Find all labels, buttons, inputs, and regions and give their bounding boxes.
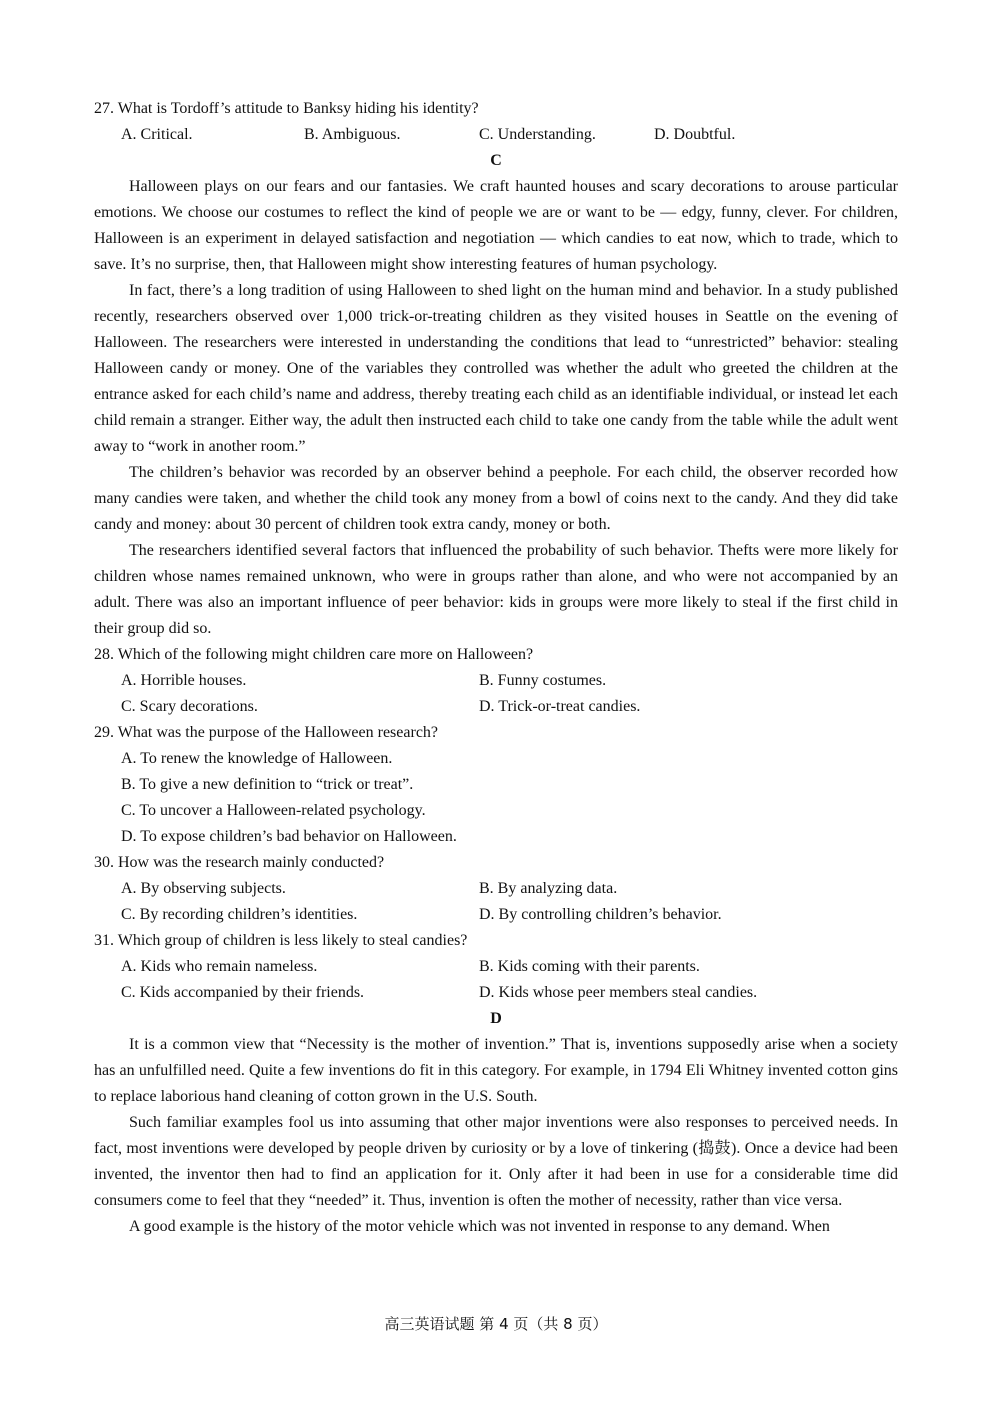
option-28-b: B. Funny costumes.	[479, 672, 607, 689]
options-30-row-2	[94, 902, 898, 928]
option-28-d: D. Trick-or-treat candies.	[479, 698, 641, 715]
option-31-d: D. Kids whose peer members steal candies.	[479, 984, 758, 1001]
option-27-a: A. Critical.	[121, 126, 193, 143]
options-31-row-1	[94, 954, 898, 980]
options-30-row-1	[94, 876, 898, 902]
option-31-b: B. Kids coming with their parents.	[479, 958, 700, 975]
option-30-c: C. By recording children’s identities.	[121, 906, 358, 923]
option-31-c: C. Kids accompanied by their friends.	[121, 984, 365, 1001]
passage-c-paragraph-2: In fact, there’s a long tradition of using Halloween to shed light on the human mind and behavior. In a study published recently, researchers observed over 1,000 trick-or-treating children as they visited houses in Seattle on the evening of Halloween. The researchers were interested in understanding the conditions that lead to “unrestricted” behavior: stealing Halloween candy or money. One of the variables they controlled was whether the adult who greeted the children at the entrance asked for each child’s name and address, thereby treating each child as an identifiable individual, or instead let each child remain a stranger. Either way, the adult then instructed each child to take one candy from the table while the adult went away to “work in another room.”	[94, 282, 898, 455]
option-29-a: A. To renew the knowledge of Halloween.	[121, 750, 393, 767]
option-28-a: A. Horrible houses.	[121, 672, 247, 689]
option-30-d: D. By controlling children’s behavior.	[479, 906, 722, 923]
option-27-c: C. Understanding.	[479, 126, 596, 143]
passage-c-paragraph-4: The researchers identified several factors that influenced the probability of such behavior. Thefts were more likely for children whose names remained unknown, who were in groups rather than alone, and who were not accompanied by an adult. There was also an important influence of peer behavior: kids in groups were more likely to steal if the first child in their group did so.	[94, 542, 898, 637]
option-30-b: B. By analyzing data.	[479, 880, 618, 897]
passage-d-paragraph-1: It is a common view that “Necessity is the mother of invention.” That is, inventions supposedly arise when a society has an unfulfilled need. Quite a few inventions do fit in this category. For example, in 1794 Eli Whitney invented cotton gins to replace laborious hand cleaning of cotton grown in the U.S. South.	[94, 1036, 898, 1105]
option-27-b: B. Ambiguous.	[304, 126, 401, 143]
section-heading-c: C	[490, 152, 502, 169]
passage-c-paragraph-1: Halloween plays on our fears and our fantasies. We craft haunted houses and scary decorations to arouse particular emotions. We choose our costumes to reflect the kind of people we are or want to be — edgy, funny, clever. For children, Halloween is an experiment in delayed satisfaction and negotiation — which candies to eat now, which to trade, which to save. It’s no surprise, then, that Halloween might show interesting features of human psychology.	[94, 178, 898, 273]
options-28-row-2	[94, 694, 898, 720]
options-27	[94, 122, 898, 148]
passage-d-paragraph-3: A good example is the history of the motor vehicle which was not invented in response to any demand. When	[129, 1218, 830, 1235]
question-31: 31. Which group of children is less likely to steal candies?	[94, 932, 468, 949]
option-31-a: A. Kids who remain nameless.	[121, 958, 318, 975]
option-29-d: D. To expose children’s bad behavior on Halloween.	[121, 828, 457, 845]
exam-page	[94, 96, 898, 1240]
option-29-c: C. To uncover a Halloween-related psychology.	[121, 802, 426, 819]
question-30: 30. How was the research mainly conducted?	[94, 854, 385, 871]
options-28-row-1	[94, 668, 898, 694]
passage-c-paragraph-3: The children’s behavior was recorded by an observer behind a peephole. For each child, the observer recorded how many candies were taken, and whether the child took any money from a bowl of coins next to the candy. And they did take candy and money: about 30 percent of children took extra candy, money or both.	[94, 464, 898, 533]
question-27: 27. What is Tordoff’s attitude to Banksy hiding his identity?	[94, 100, 479, 117]
options-31-row-2	[94, 980, 898, 1006]
option-29-b: B. To give a new definition to “trick or treat”.	[121, 776, 414, 793]
option-28-c: C. Scary decorations.	[121, 698, 258, 715]
section-heading-d: D	[490, 1010, 502, 1027]
question-29: 29. What was the purpose of the Halloween research?	[94, 724, 439, 741]
question-28: 28. Which of the following might children care more on Halloween?	[94, 646, 534, 663]
passage-d-paragraph-2: Such familiar examples fool us into assuming that other major inventions were also responses to perceived needs. In fact, most inventions were developed by people driven by curiosity or by a love of tinkering (捣鼓). Once a device had been invented, the inventor then had to find an application for it. Only after it had been in use for a considerable time did consumers come to feel that they “needed” it. Thus, invention is often the mother of necessity, rather than vice versa.	[94, 1114, 898, 1209]
option-30-a: A. By observing subjects.	[121, 880, 286, 897]
option-27-d: D. Doubtful.	[654, 126, 736, 143]
page-footer: 高三英语试题 第 4 页（共 8 页）	[384, 1315, 608, 1333]
